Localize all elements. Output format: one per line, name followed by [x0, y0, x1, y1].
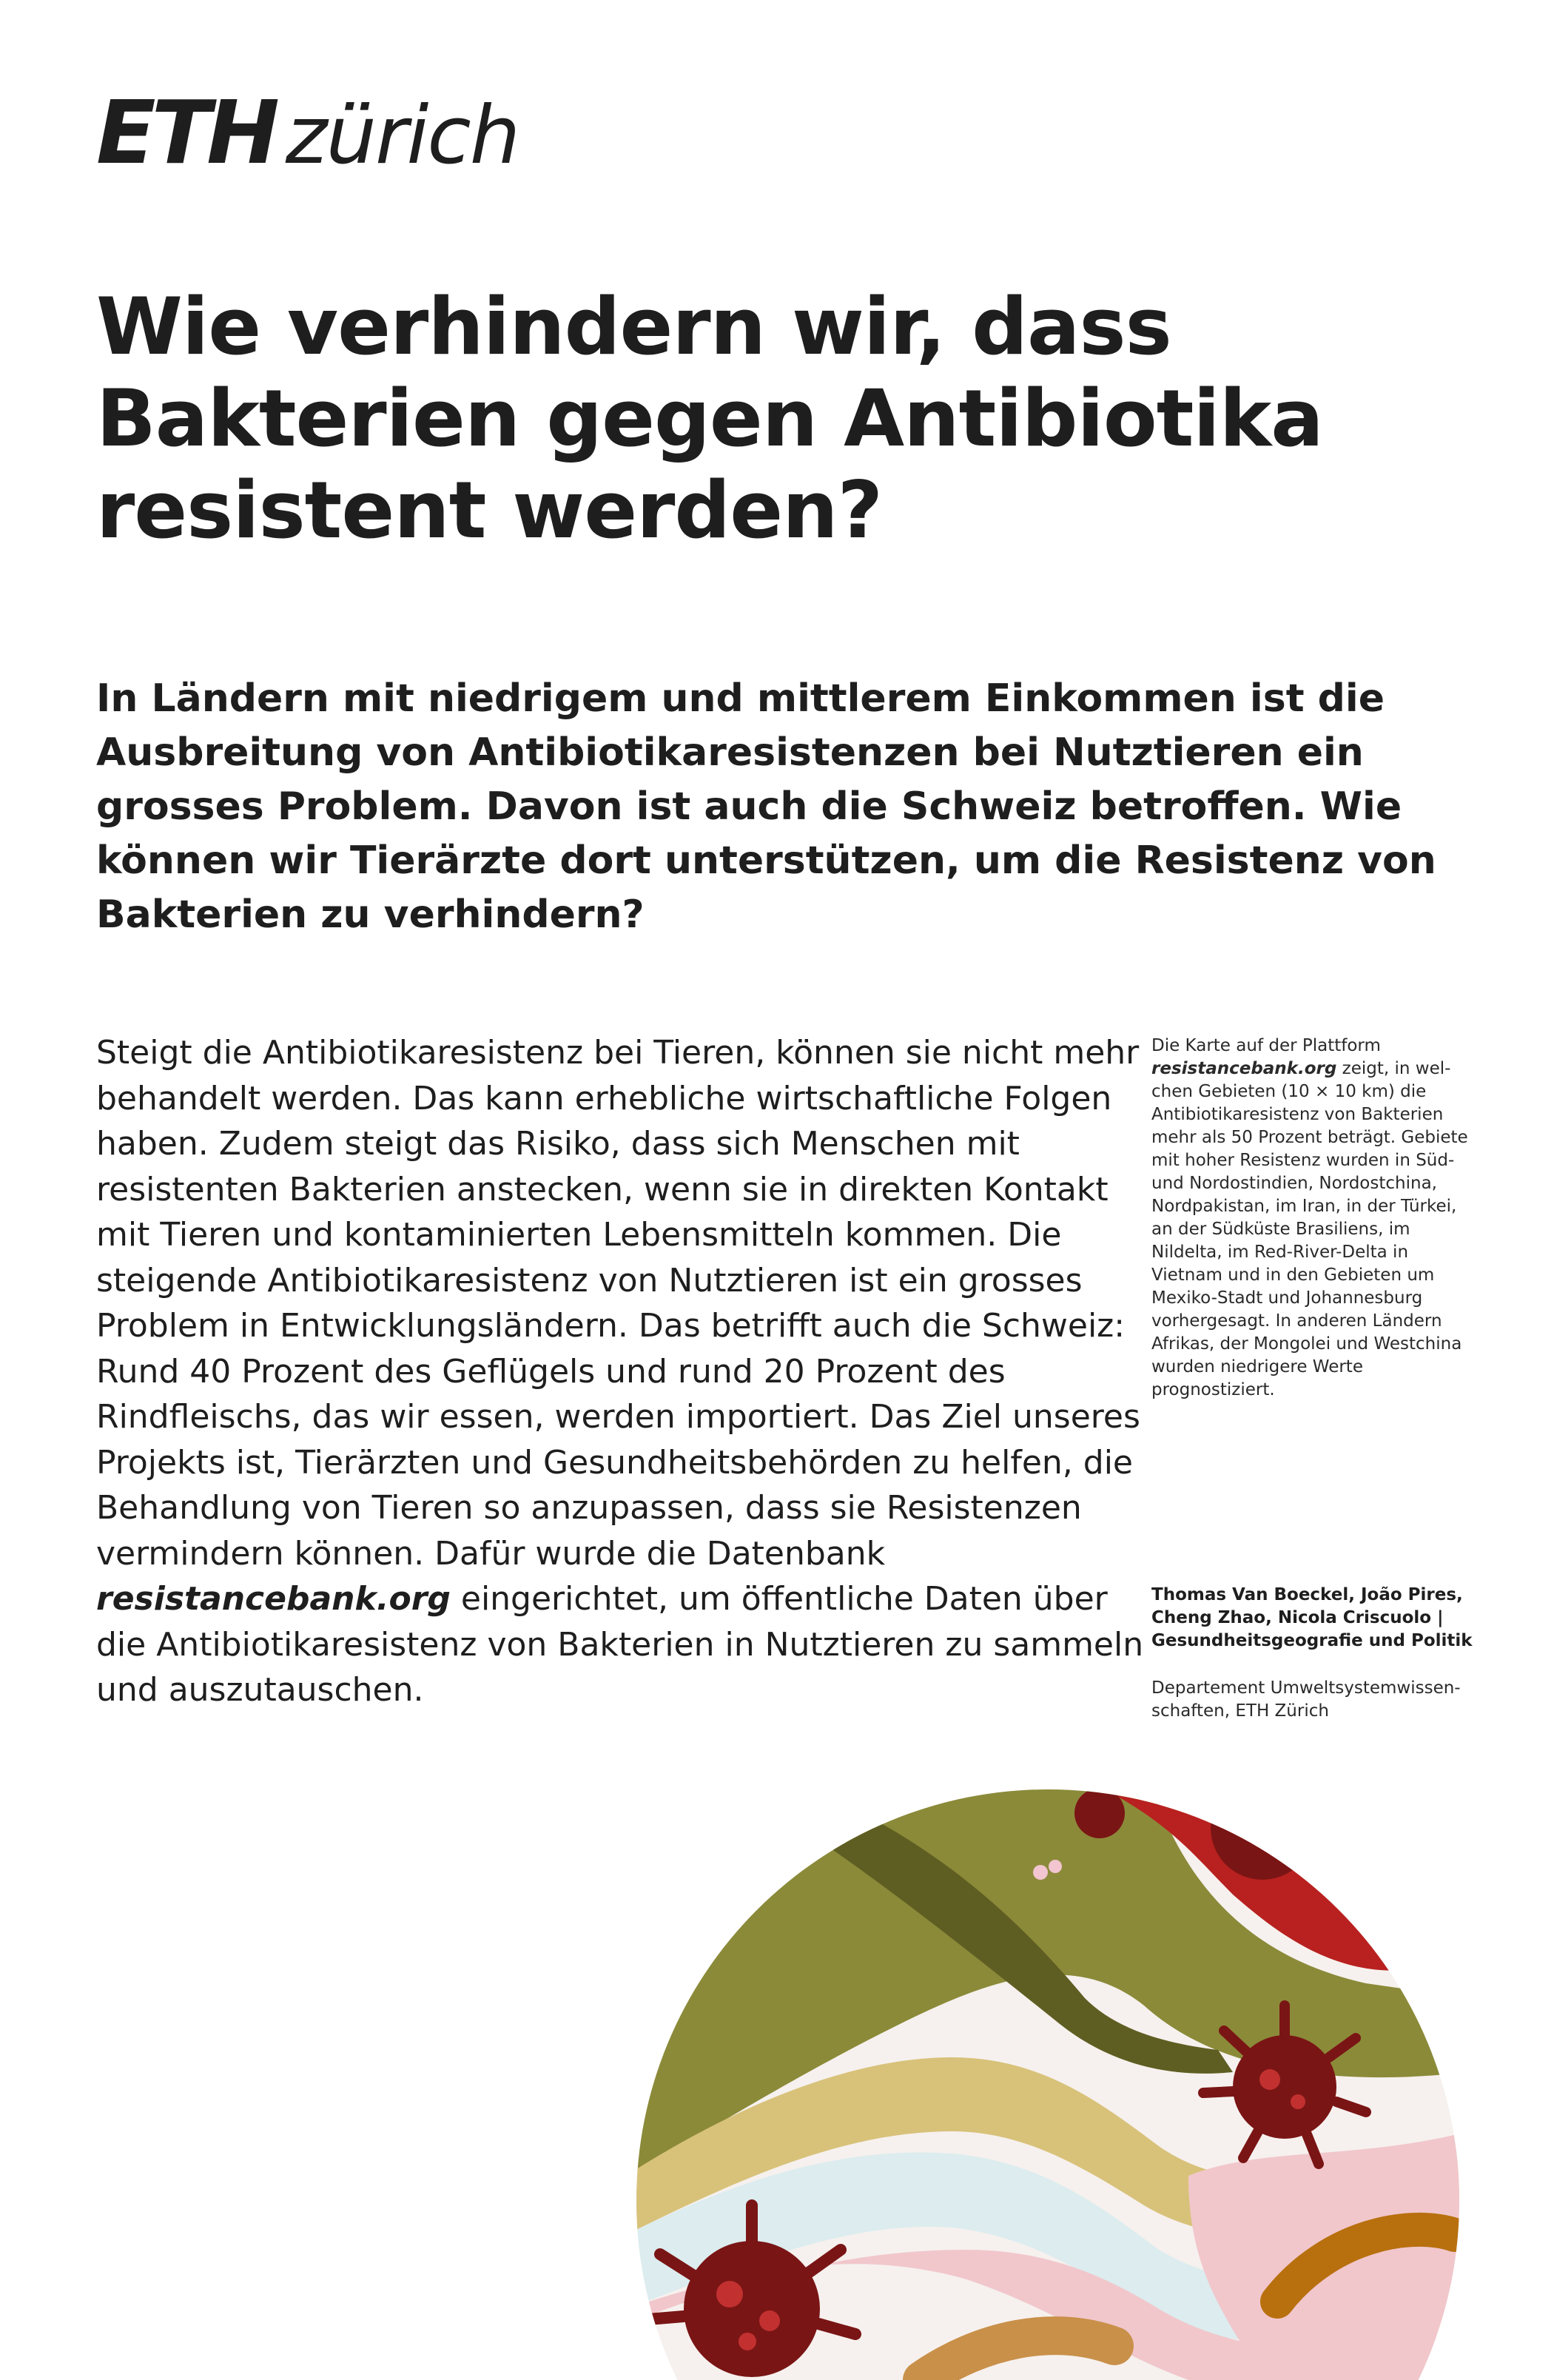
body-resistancebank-link[interactable]: resistancebank.org [96, 1580, 451, 1618]
red-cell [1211, 1776, 1314, 1880]
body-text-part2: eingerichtet, um öffentliche Daten über die Antibiotikaresistenz von Bakterien in Nutztieren zu sammeln und auszutauschen. [96, 1580, 1144, 1709]
logo-eth-wordmark: ETH [96, 81, 275, 184]
caption-text-part1: Die Karte auf der Plattform [1151, 1036, 1381, 1055]
body-paragraph [96, 1030, 1147, 1713]
eth-zurich-logo [96, 81, 519, 184]
caption-resistancebank-link[interactable]: resistancebank.org [1151, 1059, 1337, 1078]
bacteria-illustration [626, 1761, 1470, 2380]
lead-paragraph: In Ländern mit niedrigem und mittlerem Einkommen ist die Ausbreitung von Antibiotikaresistenzen bei Nutztieren ein grosses Problem. Davon ist auch die Schweiz betroffen. Wie können wir Tierärzte dort unterstützen, um die Resistenz von Bakterien zu verhindern? [96, 676, 1436, 937]
authors-credit: Thomas Van Boeckel, João Pires, Cheng Zhao, Nicola Criscuolo | Gesundheitsgeografie und Politik [1151, 1585, 1473, 1650]
logo-zurich-wordmark: zürich [285, 90, 519, 182]
caption-text-part2: zeigt, in welchen Gebieten (10 × 10 km) die Antibiotikaresistenz von Bakterien mehr als 50 Prozent beträgt. Gebiete mit hoher Resistenz wurden in Süd- und Nordostindien, Nordostchina, Nordpakistan, im Iran, in der Türkei, an der Südküste Brasiliens, im Nildelta, im Red-River-Delta in Vietnam und in den Gebieten um Mexiko-Stadt und Johannesburg vorhergesagt. In anderen Ländern Afrikas, der Mongolei und Westchina wurden niedrigere Werte prognostiziert. [1151, 1059, 1468, 1399]
map-caption [1151, 1035, 1477, 1402]
body-text-part1: Steigt die Antibiotikaresistenz bei Tieren, können sie nicht mehr behandelt werden. Das kann erhebliche wirtschaftliche Folgen haben. Zudem steigt das Risiko, dass sich Menschen mit resistenten Bakterien anstecken, wenn sie in direkten Kontakt mit Tieren und kontaminierten Lebensmitteln kommen. Die steigende Antibiotikaresistenz von Nutztieren ist ein grosses Problem in Entwicklungsländern. Das betrifft auch die Schweiz: Rund 40 Prozent des Geflügels und rund 20 Prozent des Rindfleischs, das wir essen, werden importiert. Das Ziel unseres Projekts ist, Tierärzten und Gesundheitsbehörden zu helfen, die Behandlung von Tieren so anzupassen, dass sie Resistenzen vermindern können. Dafür wurde die Datenbank [96, 1034, 1140, 1573]
department-credit: Departement Umweltsystemwissenschaften, ETH Zürich [1151, 1678, 1461, 1721]
red-cell-small [1074, 1788, 1125, 1838]
page-title: Wie verhindern wir, dass Bakterien gegen Antibiotika resistent werden? [96, 281, 1323, 556]
